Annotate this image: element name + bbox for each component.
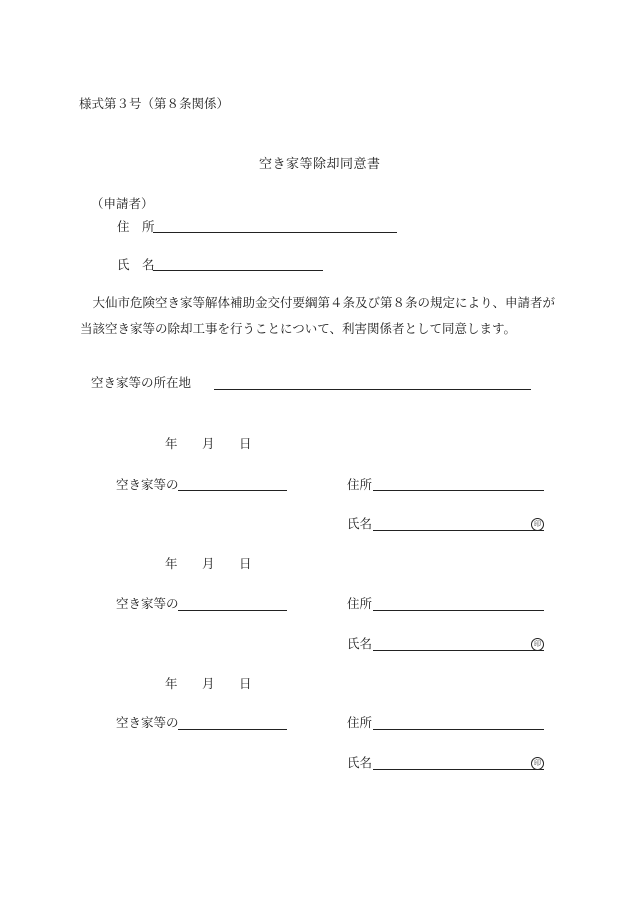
document-title: 空き家等除却同意書 [259,157,381,172]
applicant-name-field[interactable] [153,270,323,271]
date-day-label: 日 [239,556,252,571]
consent-statement: 大仙市危険空き家等解体補助金交付要綱第４条及び第８条の規定により、申請者が当該空き家等の除却工事を行うことについて、利害関係者として同意します。 [80,295,556,336]
name-field[interactable] [373,769,544,770]
relation-field[interactable] [178,490,287,491]
applicant-label: （申請者） [91,196,154,211]
address-label: 住所 [347,715,373,730]
seal-mark: 印 [531,518,544,531]
relation-label: 空き家等の [116,477,179,492]
name-label: 氏名 [347,755,373,770]
form-number: 様式第３号（第８条関係） [79,96,230,111]
date-year-label: 年 [165,676,178,691]
name-label: 氏名 [347,516,373,531]
name-label: 氏名 [347,636,373,651]
name-field[interactable] [373,650,544,651]
date-month-label: 月 [202,436,215,451]
date-year-label: 年 [165,436,178,451]
name-field[interactable] [373,530,544,531]
relation-label: 空き家等の [116,715,179,730]
location-field[interactable] [214,389,531,390]
address-field[interactable] [373,610,544,611]
applicant-name-label: 氏 名 [117,257,155,272]
seal-mark: 印 [531,757,544,770]
date-year-label: 年 [165,556,178,571]
address-label: 住所 [347,596,373,611]
location-label: 空き家等の所在地 [91,375,192,390]
relation-field[interactable] [178,729,287,730]
address-field[interactable] [373,729,544,730]
address-label: 住所 [347,477,373,492]
date-day-label: 日 [239,436,252,451]
seal-mark: 印 [531,638,544,651]
relation-field[interactable] [178,610,287,611]
date-month-label: 月 [202,676,215,691]
date-day-label: 日 [239,676,252,691]
applicant-address-field[interactable] [153,232,397,233]
address-field[interactable] [373,490,544,491]
relation-label: 空き家等の [116,596,179,611]
applicant-address-label: 住 所 [117,219,155,234]
date-month-label: 月 [202,556,215,571]
